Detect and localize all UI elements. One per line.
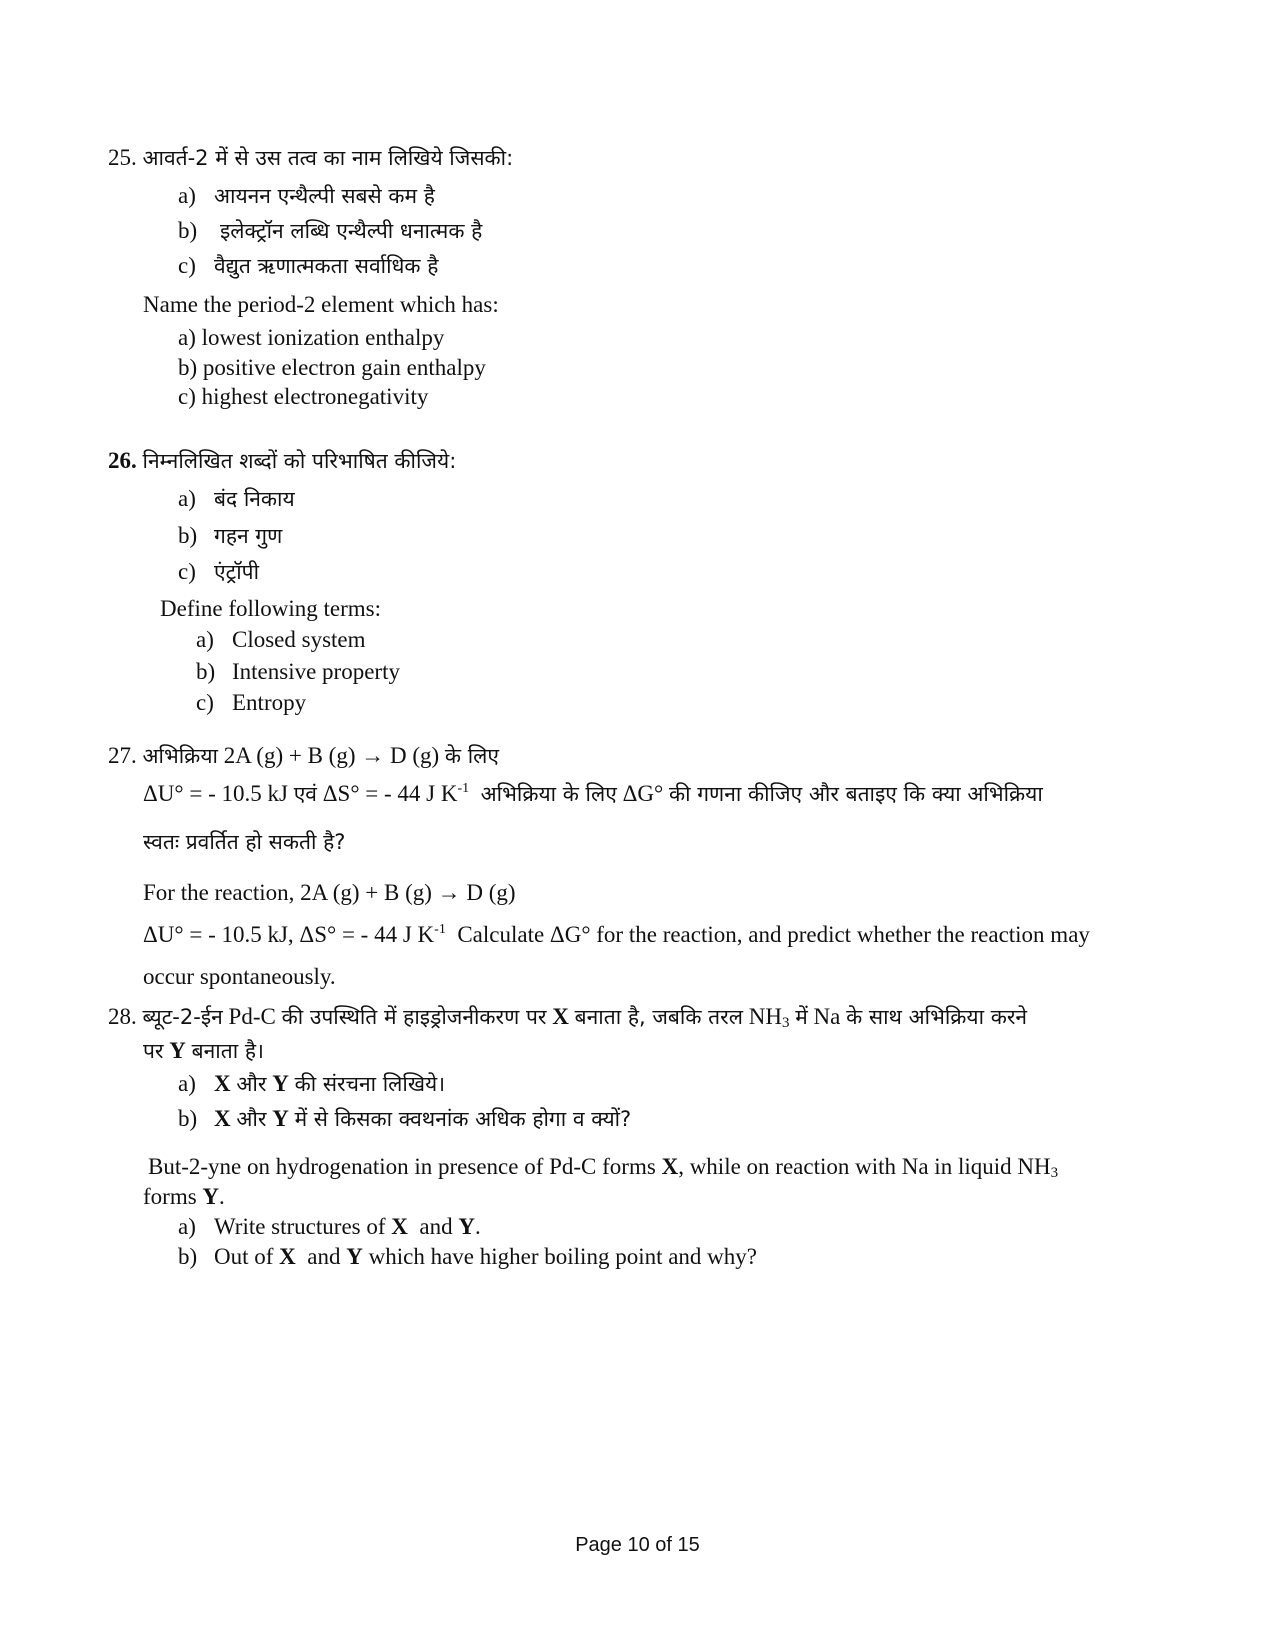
q27-hindi-line-2: ΔU° = - 10.5 kJ एवं ΔS° = - 44 J $K^{-1}$ अभिक्रिया के लिए ΔG° की गणना कीजिए और बताइए कि क्या अभिक्रिया [143, 781, 1043, 806]
q26-english-question: Define following terms: [160, 596, 382, 621]
q26-english-item-c: c) Entropy [196, 690, 307, 715]
q28-english-line-1: But-2-yne on hydrogenation in presence of Pd-C forms X, while on reaction with Na in liquid $NH_3$ [148, 1154, 1059, 1181]
q26-number: 26. [108, 448, 137, 473]
q27-number: 27. [108, 743, 137, 768]
q26-hindi-item-c: c) एंट्रॉपी [178, 559, 260, 584]
q25-hindi-question [108, 143, 513, 173]
q25-hindi-text: आवर्त-2 में से उस तत्व का नाम लिखिये जिसकी: [142, 146, 514, 170]
q26-english-item-b: b) Intensive property [196, 659, 400, 684]
q28-hindi-item-a: a) X और Y की संरचना लिखिये। [178, 1071, 446, 1096]
q25-number: 25. [108, 145, 137, 170]
q28-hindi-line-1: 28. ब्यूट-2-ईन Pd-C की उपस्थिति में हाइड्रोजनीकरण पर X बनाता है, जबकि तरल $NH_3$ में Na के साथ अभिक्रिया करने [108, 1004, 1028, 1031]
page-number: Page 10 of 15 [575, 1534, 700, 1556]
q27-english-line-2: ΔU° = - 10.5 kJ, ΔS° = - 44 J $K^{-1}$ Calculate ΔG° for the reaction, and predict whether the reaction may [143, 922, 1090, 947]
q27-hindi-line-3: स्वतः प्रवर्तित हो सकती है? [143, 830, 346, 854]
q28-english-item-b: b) Out of X and Y which have higher boiling point and why? [178, 1244, 758, 1269]
q25-english-item-b: b) positive electron gain enthalpy [178, 355, 486, 380]
q25-english-question: Name the period-2 element which has: [143, 292, 499, 317]
q28-hindi-line-2: पर Y बनाता है। [143, 1038, 264, 1063]
q27-hindi-line-1: 27. अभिक्रिया 2A (g) + B (g) → D (g) के लिए [108, 743, 499, 768]
q25-hindi-item-b: b) इलेक्ट्रॉन लब्धि एन्थैल्पी धनात्मक है [178, 218, 483, 243]
q27-english-line-3: occur spontaneously. [143, 964, 336, 989]
q28-number: 28. [108, 1004, 137, 1029]
q26-english-item-a: a) Closed system [196, 627, 366, 652]
q26-hindi-question [108, 446, 456, 476]
q25-hindi-item-a: a) आयनन एन्थैल्पी सबसे कम है [178, 183, 435, 208]
q28-english-line-2: forms Y. [143, 1184, 225, 1209]
q27-english-line-1: For the reaction, 2A (g) + B (g) → D (g) [143, 880, 516, 905]
q25-english-item-c: c) highest electronegativity [178, 384, 429, 409]
q26-hindi-item-a: a) बंद निकाय [178, 486, 295, 511]
q25-english-item-a: a) lowest ionization enthalpy [178, 325, 445, 350]
q26-hindi-text: निम्नलिखित शब्दों को परिभाषित कीजिये: [142, 449, 457, 473]
q25-hindi-item-c: c) वैद्युत ऋणात्मकता सर्वाधिक है [178, 253, 439, 278]
q28-hindi-item-b: b) X और Y में से किसका क्वथनांक अधिक होगा व क्यों? [178, 1106, 632, 1131]
q28-english-item-a: a) Write structures of X and Y. [178, 1214, 481, 1239]
q26-hindi-item-b: b) गहन गुण [178, 523, 283, 548]
q27-reaction-equation: 2A (g) + B (g) → D (g) [223, 743, 440, 768]
